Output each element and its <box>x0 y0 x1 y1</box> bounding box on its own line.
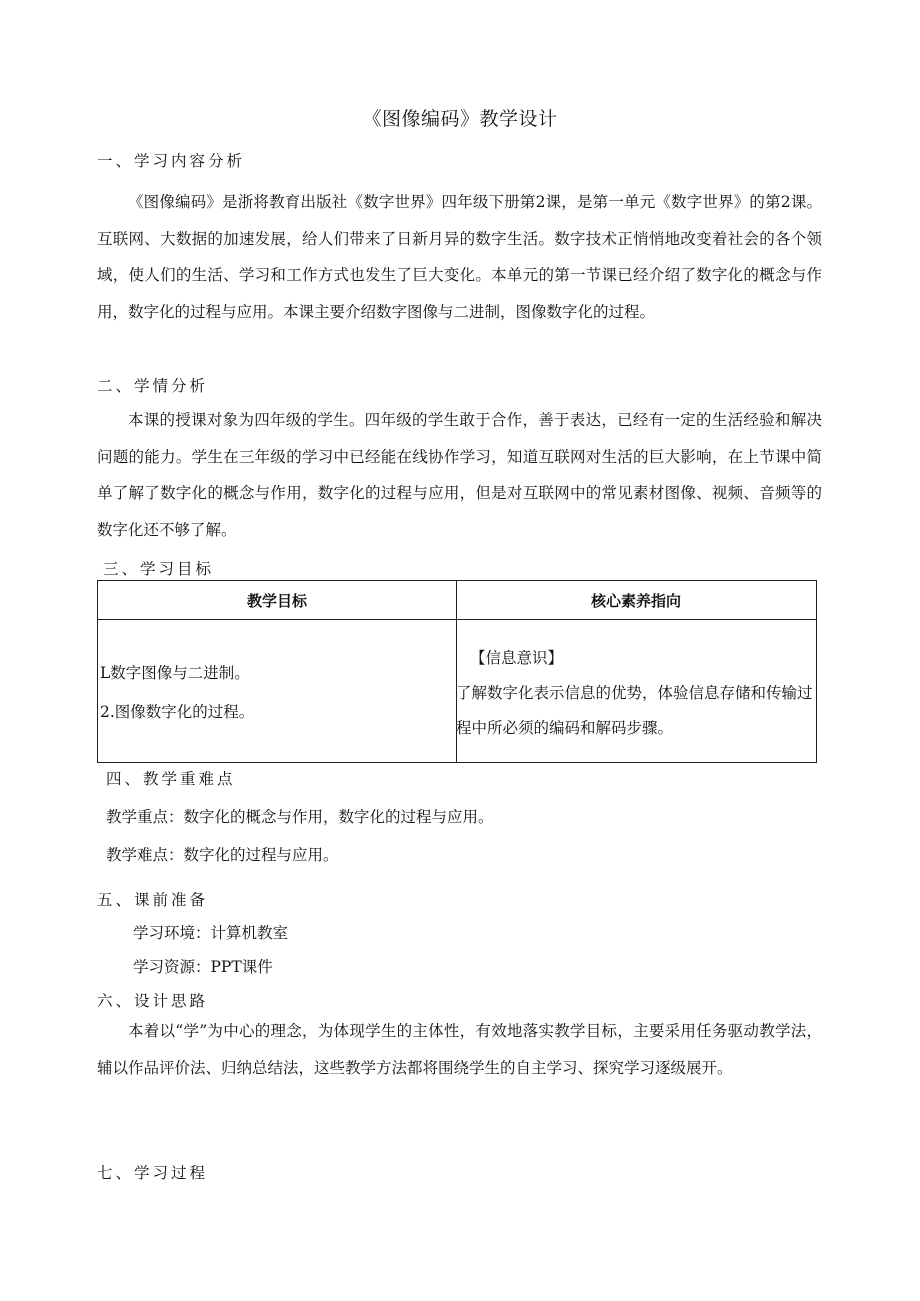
section-heading-student-analysis: 二、学情分析 <box>97 377 209 395</box>
section-heading-preparation: 五、课前准备 <box>97 891 209 909</box>
difficult-point-line: 教学难点：数字化的过程与应用。 <box>106 846 339 864</box>
literacy-description: 了解数字化表示信息的优势，体验信息存储和传输过程中所必须的编码和解码步骤。 <box>456 684 813 737</box>
learning-resources-line: 学习资源：PPT课件 <box>133 958 273 976</box>
table-header-teaching-goals: 教学目标 <box>246 592 307 610</box>
literacy-tag: 【信息意识】 <box>470 649 564 667</box>
learning-environment-line: 学习环境：计算机教室 <box>133 924 289 942</box>
section-heading-learning-process: 七、学习过程 <box>97 1164 209 1182</box>
section-heading-learning-goals: 三、学习目标 <box>103 560 215 578</box>
goals-table <box>97 580 817 763</box>
goal-item-1: L数字图像与二进制。 <box>100 664 250 682</box>
section-heading-key-difficult-points: 四、教学重难点 <box>106 770 236 788</box>
core-literacy-cell <box>456 641 814 746</box>
content-analysis-paragraph: 《图像编码》是浙将教育出版社《数字世界》四年级下册第2课，是第一单元《数字世界》的第2课。互联网、大数据的加速发展，给人们带来了日新月异的数字生活。数字技术正悄悄地改变着社会的各个领域，使人们的生活、学习和工作方式也发生了巨大变化。本单元的第一节课已经介绍了数字化的概念与作用，数字化的过程与应用。本课主要介绍数字图像与二进制，图像数字化的过程。 <box>97 193 822 321</box>
design-idea-paragraph: 本着以“学”为中心的理念，为体现学生的主体性，有效地落实教学目标，主要采用任务驱动教学法，辅以作品评价法、归纳总结法，这些教学方法都将围绕学生的自主学习、探究学习逐级展开。 <box>97 1022 822 1077</box>
section-heading-design-idea: 六、设计思路 <box>97 992 209 1010</box>
goal-item-2: 2.图像数字化的过程。 <box>100 703 255 721</box>
key-point-line: 教学重点：数字化的概念与作用，数字化的过程与应用。 <box>106 808 494 826</box>
document-title: 《图像编码》教学设计 <box>362 108 558 130</box>
student-analysis-paragraph: 本课的授课对象为四年级的学生。四年级的学生敢于合作，善于表达，已经有一定的生活经验和解决问题的能力。学生在三年级的学习中已经能在线协作学习，知道互联网对生活的巨大影响，在上节课中简单了解了数字化的概念与作用，数字化的过程与应用，但是对互联网中的常见素材图像、视频、音频等的数字化还不够了解。 <box>97 411 822 539</box>
table-header-core-literacy: 核心素养指向 <box>590 592 681 610</box>
section-heading-content-analysis: 一、学习内容分析 <box>97 152 246 170</box>
table-header-divider <box>98 619 816 620</box>
